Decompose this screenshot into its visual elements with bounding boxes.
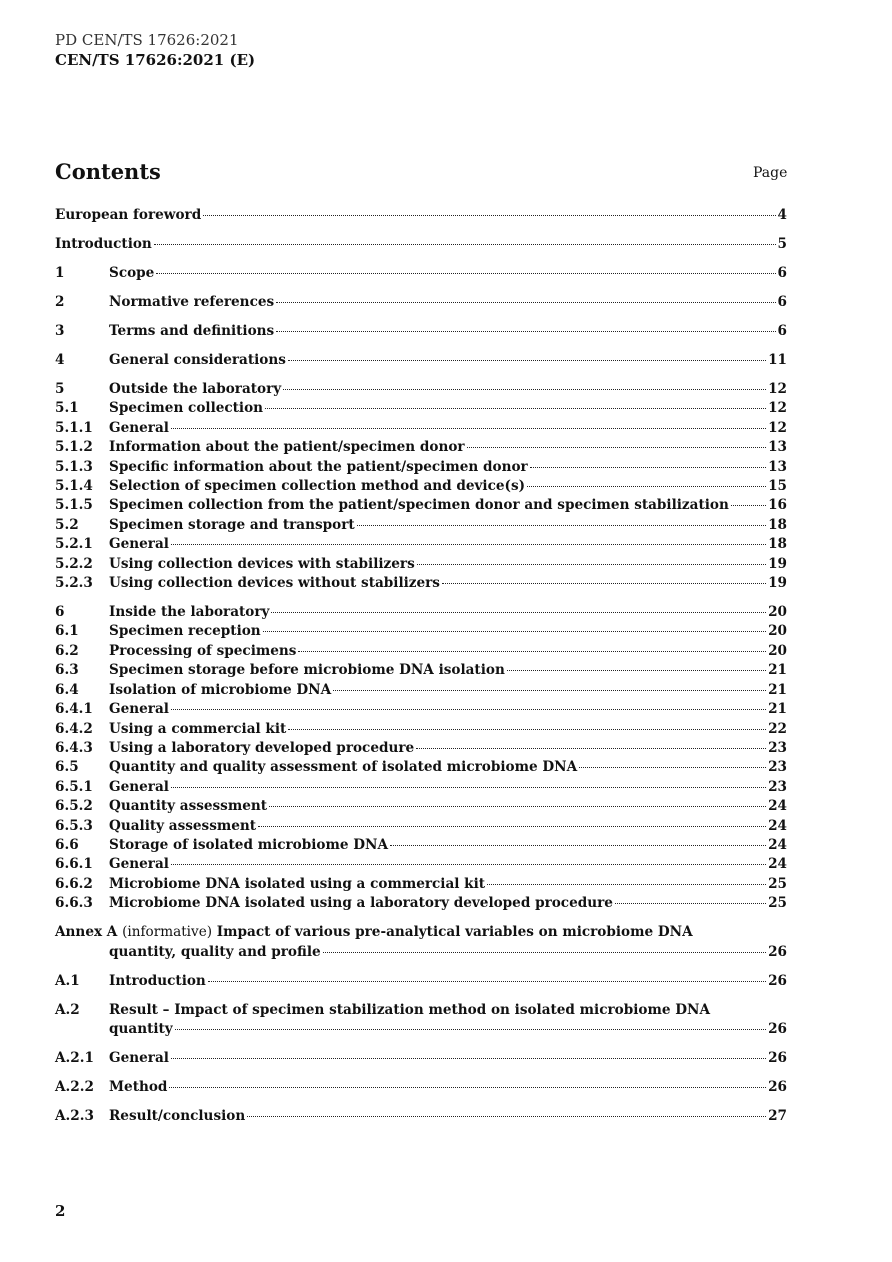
dot-leader [276,331,775,332]
toc-entry-number: 5.2 [55,516,79,533]
toc-entry-page: 18 [768,536,787,553]
toc-entry-title: General [109,856,169,873]
document-id-header: PD CEN/TS 17626:2021 [55,31,239,49]
dot-leader [271,612,766,613]
dot-leader [507,670,766,671]
toc-entry-number: 5.1.3 [55,458,93,475]
toc-entry-title: Specimen collection [109,400,264,417]
dot-leader [276,302,775,303]
toc-entry[interactable] [55,322,787,341]
dot-leader [530,467,766,468]
toc-entry-page: 26 [768,1049,787,1066]
dot-leader [442,583,766,584]
toc-entry-page: 6 [777,323,787,339]
toc-entry-number: 6.6.2 [55,875,93,892]
toc-entry-title-line2: quantity [109,1020,173,1037]
toc-entry-page: 22 [768,720,787,737]
toc-entry-title: General [109,1049,169,1066]
toc-entry-page: 19 [768,575,787,592]
toc-entry-number: 6.4.3 [55,739,93,756]
dot-leader [298,651,766,652]
toc-entry[interactable] [55,458,787,477]
toc-entry-title: European foreword [55,207,202,223]
toc-entry-number: 5.1 [55,400,79,417]
toc-entry[interactable] [55,894,787,913]
dot-leader [208,981,766,982]
toc-entry-page: 6 [777,265,787,281]
annex-title-line1: Impact of various pre-analytical variables on microbiome DNA [216,924,693,941]
toc-entry-page: 25 [768,895,787,912]
toc-entry-number: 6.1 [55,623,79,640]
toc-entry-title: Using collection devices without stabilizers [109,575,440,592]
toc-entry-number: 4 [55,352,65,368]
dot-leader [487,884,766,885]
toc-entry-page: 21 [768,701,787,718]
dot-leader [203,215,775,216]
toc-entry-page: 23 [768,778,787,795]
toc-entry-page: 20 [768,604,787,621]
toc-annex-entry[interactable] [55,923,787,962]
dot-leader [156,273,775,274]
toc-entry-number: 3 [55,323,65,339]
toc-entry-page: 26 [768,943,787,960]
toc-entry[interactable] [55,817,787,836]
contents-title: Contents [55,159,161,184]
toc-entry[interactable] [55,1078,787,1097]
toc-entry-number: A.2.1 [55,1049,94,1066]
toc-entry-title: Introduction [109,972,206,989]
toc-entry[interactable] [55,700,787,719]
dot-leader [615,903,766,904]
toc-entry[interactable] [55,380,787,399]
toc-entry-title: Using a laboratory developed procedure [109,739,415,756]
annex-label: Annex A [55,924,118,941]
toc-entry-page: 4 [777,207,787,223]
toc-entry[interactable] [55,477,787,496]
toc-entry-page: 25 [768,875,787,892]
toc-entry[interactable] [55,1049,787,1068]
dot-leader [171,787,766,788]
toc-entry[interactable] [55,574,787,593]
toc-entry-title: Information about the patient/specimen donor [109,439,465,456]
toc-entry-page: 12 [768,419,787,436]
toc-entry-title: Selection of specimen collection method and device(s) [109,478,526,495]
dot-leader [283,389,766,390]
toc-entry-title: Inside the laboratory [109,604,270,621]
toc-entry-number: 5.1.5 [55,497,93,514]
toc-entry-page: 24 [768,856,787,873]
toc-entry-page: 23 [768,739,787,756]
page-number: 2 [55,1202,66,1220]
toc-entry-page: 27 [768,1107,787,1124]
toc-entry[interactable] [55,264,787,283]
toc-entry-page: 21 [768,681,787,698]
table-of-contents [55,206,787,1126]
toc-entry-title: General [109,419,169,436]
toc-entry-page: 5 [777,236,787,252]
toc-entry-number: A.2.2 [55,1078,94,1095]
toc-entry[interactable] [55,603,787,622]
toc-entry[interactable] [55,1001,787,1040]
toc-entry-page: 13 [768,439,787,456]
dot-leader [171,709,766,710]
toc-entry-title: Microbiome DNA isolated using a commercial kit [109,875,486,892]
toc-entry[interactable] [55,1107,787,1126]
toc-entry-number: 6.6.1 [55,856,93,873]
toc-entry-page: 12 [768,400,787,417]
toc-entry-page: 21 [768,662,787,679]
toc-entry-number: 5.2.2 [55,555,93,572]
dot-leader [247,1116,766,1117]
toc-entry-title: Microbiome DNA isolated using a laboratory developed procedure [109,895,613,912]
dot-leader [171,864,766,865]
toc-entry[interactable] [55,622,787,641]
toc-entry-number: A.1 [55,972,80,989]
toc-entry[interactable] [55,399,787,418]
annex-title-line2: quantity, quality and profile [109,943,321,960]
toc-entry[interactable] [55,535,787,554]
toc-entry-number: 2 [55,294,65,310]
dot-leader [323,952,766,953]
dot-leader [171,428,766,429]
dot-leader [467,447,767,448]
toc-entry-title: Processing of specimens [109,642,297,659]
dot-leader [154,244,776,245]
dot-leader [288,360,766,361]
dot-leader [527,486,766,487]
toc-entry[interactable] [55,797,787,816]
toc-entry-title: Specimen storage and transport [109,516,355,533]
toc-entry-number: 6.5 [55,759,79,776]
toc-entry-title: Method [109,1078,168,1095]
toc-entry-page: 20 [768,623,787,640]
toc-entry-title: Normative references [109,294,275,310]
toc-entry-page: 24 [768,836,787,853]
annex-informative: (informative) [122,924,213,941]
dot-leader [417,564,766,565]
toc-entry-title: Result/conclusion [109,1107,246,1124]
toc-entry-title: Scope [109,265,155,281]
toc-entry-page: 6 [777,294,787,310]
toc-entry-page: 24 [768,798,787,815]
dot-leader [171,1058,766,1059]
toc-entry-page: 19 [768,555,787,572]
toc-entry-page: 24 [768,817,787,834]
toc-entry-title: General [109,778,169,795]
toc-entry-title: Isolation of microbiome DNA [109,681,332,698]
toc-entry[interactable] [55,758,787,777]
toc-entry-title-line1: Result – Impact of specimen stabilization method on isolated microbiome DNA [109,1001,710,1018]
toc-entry-title: Specimen storage before microbiome DNA isolation [109,662,505,679]
toc-entry[interactable] [55,642,787,661]
toc-entry-number: 6.4 [55,681,79,698]
toc-entry-page: 26 [768,1020,787,1037]
toc-entry-title: General considerations [109,352,286,368]
page-column-label: Page [753,165,788,181]
toc-entry-number: 5.2.1 [55,536,93,553]
toc-entry[interactable] [55,855,787,874]
toc-entry-number: 5.1.4 [55,478,93,495]
toc-entry-number: 6.6.3 [55,895,93,912]
dot-leader [288,729,766,730]
toc-entry[interactable] [55,875,787,894]
dot-leader [169,1087,766,1088]
toc-entry-title: Terms and definitions [109,323,275,339]
dot-leader [171,544,766,545]
standard-id-header: CEN/TS 17626:2021 (E) [55,51,256,69]
toc-entry-page: 16 [768,497,787,514]
toc-entry-page: 12 [768,381,787,397]
toc-entry-number: 6.4.2 [55,720,93,737]
dot-leader [579,767,766,768]
dot-leader [731,505,766,506]
toc-entry[interactable] [55,351,787,370]
toc-entry-number: 6.5.3 [55,817,93,834]
toc-entry-title: Specific information about the patient/specimen donor [109,458,528,475]
toc-entry[interactable] [55,720,787,739]
toc-entry[interactable] [55,778,787,797]
toc-entry-title: Using collection devices with stabilizers [109,555,415,572]
dot-leader [263,631,766,632]
dot-leader [357,525,766,526]
toc-entry-number: A.2.3 [55,1107,94,1124]
dot-leader [390,845,766,846]
toc-entry-page: 20 [768,642,787,659]
toc-entry-page: 26 [768,972,787,989]
toc-entry[interactable] [55,496,787,515]
toc-entry-title: Specimen reception [109,623,261,640]
toc-entry[interactable] [55,516,787,535]
toc-entry[interactable] [55,681,787,700]
toc-entry-title: Specimen collection from the patient/specimen donor and specimen stabilization [109,497,729,514]
toc-entry[interactable] [55,235,787,254]
toc-entry-page: 23 [768,759,787,776]
toc-entry[interactable] [55,438,787,457]
toc-entry[interactable] [55,293,787,312]
toc-entry-number: 6.4.1 [55,701,93,718]
toc-entry[interactable] [55,555,787,574]
dot-leader [175,1029,766,1030]
toc-entry-number: A.2 [55,1001,80,1018]
toc-entry-number: 5.2.3 [55,575,93,592]
toc-entry-number: 6 [55,604,65,621]
toc-entry[interactable] [55,206,787,225]
toc-entry-number: 6.5.2 [55,798,93,815]
dot-leader [258,826,766,827]
toc-entry-number: 6.5.1 [55,778,93,795]
toc-entry-page: 18 [768,516,787,533]
toc-entry-title: Quantity and quality assessment of isolated microbiome DNA [109,759,578,776]
toc-entry[interactable] [55,972,787,991]
toc-entry-number: 5.1.2 [55,439,93,456]
toc-entry[interactable] [55,739,787,758]
dot-leader [265,408,766,409]
dot-leader [333,690,766,691]
toc-entry-title: Quality assessment [109,817,257,834]
toc-entry-page: 11 [768,352,787,368]
toc-entry-number: 6.3 [55,662,79,679]
toc-entry[interactable] [55,419,787,438]
toc-entry-number: 6.6 [55,836,79,853]
toc-entry-title: Outside the laboratory [109,381,282,397]
toc-entry-page: 15 [768,478,787,495]
toc-entry-title: Quantity assessment [109,798,268,815]
toc-entry-title: Using a commercial kit [109,720,287,737]
toc-entry-page: 26 [768,1078,787,1095]
toc-entry-number: 5 [55,381,65,397]
toc-entry[interactable] [55,836,787,855]
toc-entry-page: 13 [768,458,787,475]
toc-entry-number: 5.1.1 [55,419,93,436]
toc-entry-title: Storage of isolated microbiome DNA [109,836,389,853]
dot-leader [416,748,766,749]
toc-entry-number: 1 [55,265,65,281]
toc-entry[interactable] [55,661,787,680]
toc-entry-title: General [109,536,169,553]
dot-leader [269,806,766,807]
toc-entry-number: 6.2 [55,642,79,659]
toc-entry-title: Introduction [55,236,152,252]
toc-entry-title: General [109,701,169,718]
